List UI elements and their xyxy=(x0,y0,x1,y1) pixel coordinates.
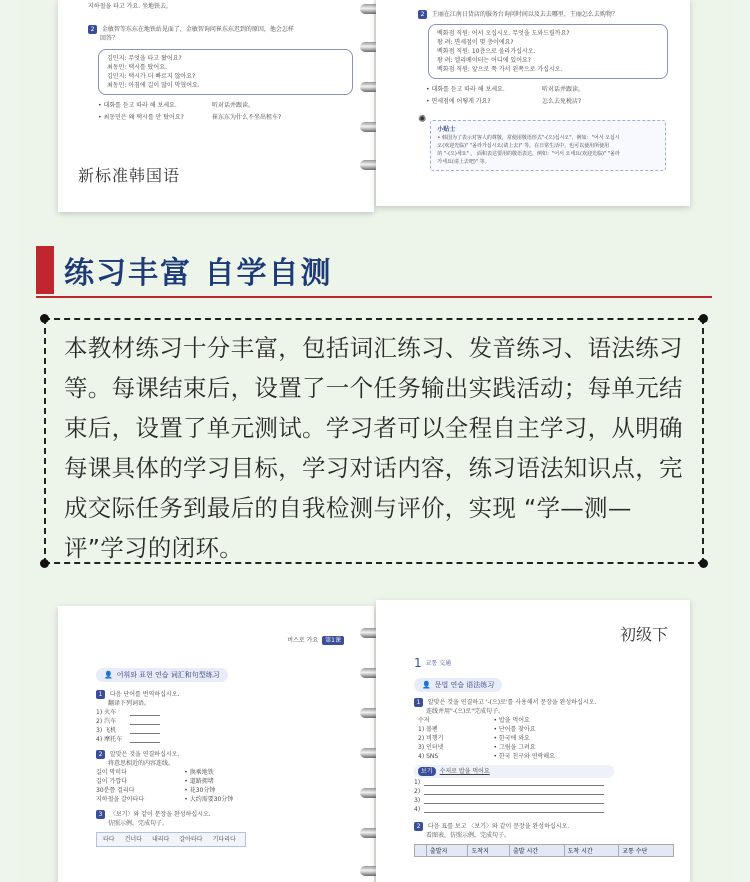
exercise-zh: 将意思相近的内容连线。 xyxy=(108,760,175,767)
dialog-line: 최동민: 택시를 탔어요. xyxy=(107,64,167,71)
bottom-book-spread xyxy=(58,600,690,882)
match-right: • 한국 친구와 연락해요 xyxy=(493,753,555,760)
match-right: • 换乘地铁 xyxy=(184,769,214,776)
example-text: 수저로 밥을 먹어요 xyxy=(439,768,490,775)
exercise-text: 王丽在江南日货店的服务台询问时间以及去去哪里，王丽怎么去购物？ xyxy=(431,11,618,18)
dialog-line: 최동민: 아침에 길이 많이 막혔어요. xyxy=(107,82,200,89)
table-header: 출발 시간 xyxy=(509,845,564,857)
bottom-right-page xyxy=(376,600,690,882)
top-left-page xyxy=(58,0,374,212)
exercise-text: 金敏智等东东在地铁站见面了，金敏智询问崔东东迟到的原因，他会怎样 xyxy=(101,26,294,33)
tip-line: 오(欢迎光临)" "올라가십시오(请上去)" 等。在日常生活中，也可以使用所使用 xyxy=(437,143,610,149)
match-left: 길이 가깝다 xyxy=(96,778,127,785)
word-choice-box xyxy=(96,832,246,847)
exercise-number: 1 xyxy=(96,690,105,699)
match-right: • 한국에 와요 xyxy=(493,735,530,742)
dialog-line: 백화점 직원: 앞으로 쭉 가서 왼쪽으로 가십시오. xyxy=(437,66,563,73)
dialog-line: 왕 려: 엘리베이터는 어디에 있어요? xyxy=(437,57,531,64)
tip-line: • 韩国为了表示对客人的尊敬，常使用敬语形式"-(으)십시오"，例如："어서 오십시 xyxy=(437,135,620,141)
exercise-ko: 〈보기〉와 같이 문장을 완성하십시오. xyxy=(109,811,211,818)
corner-dot xyxy=(699,559,708,568)
vocab-item: 4) 摩托车 xyxy=(96,736,123,743)
dialog-line: 백화점 직원: 10층으로 올라가십시오. xyxy=(437,48,536,55)
question-ko: • 대화를 듣고 따라 해 보세요. xyxy=(98,102,177,109)
corner-dot xyxy=(699,314,708,323)
match-left: 4) SNS xyxy=(418,753,439,760)
exercise-zh: 翻译下列词语。 xyxy=(108,700,151,707)
word-choice: 건너다 xyxy=(124,836,142,843)
dialog-line: 백화점 직원: 어서 오십시오. 무엇을 도와드릴까요? xyxy=(437,30,570,37)
match-left: 지하철을 갈아타다 xyxy=(96,796,145,803)
page-header-tag: 第1课 xyxy=(322,636,344,645)
match-right: • 밥을 먹어요 xyxy=(493,717,530,724)
match-left: 1) 볼펜 xyxy=(418,726,438,733)
exercise-ko: 알맞은 것을 연결하십시오. xyxy=(109,751,180,758)
dialog-box xyxy=(428,24,668,79)
exercise-number: 2 xyxy=(96,750,105,759)
dialog-line: 김민지: 택시가 더 빠르지 않아요? xyxy=(107,73,196,80)
match-left: 3) 인터넷 xyxy=(418,744,444,751)
section-title: 어휘와 표현 연습 词汇和句型练习 xyxy=(116,671,220,679)
heading-underline xyxy=(36,296,712,298)
exercise-ko: 다음 단어를 번역하십시오. xyxy=(109,691,180,698)
exercise-number: 2 xyxy=(414,822,423,831)
tips-box xyxy=(430,120,666,171)
top-right-page xyxy=(376,0,690,206)
answer-line-label: 4) xyxy=(414,806,421,813)
content-frame xyxy=(18,0,732,882)
question-ko: • 대화를 듣고 따라 해 보세요. xyxy=(426,86,505,93)
lesson-tag: 교통 交通 xyxy=(425,659,452,667)
answer-blank xyxy=(130,710,160,716)
word-choice: 기다리다 xyxy=(212,836,236,843)
section-tab xyxy=(414,678,502,692)
match-left: 수저 xyxy=(418,717,430,724)
answer-line xyxy=(424,807,604,813)
question-zh: 听对话并跟读。 xyxy=(542,86,585,93)
answer-blank xyxy=(130,728,160,734)
exercise-ko: 다음 표를 보고 〈보기〉와 같이 문장을 완성하십시오. xyxy=(427,823,570,830)
top-line: 지하철을 타고 가요. 坐地铁去。 xyxy=(88,3,172,10)
dialog-line: 왕 려: 면세점이 몇 층이에요? xyxy=(437,39,514,46)
corner-dot xyxy=(40,559,49,568)
exercise-ko: 알맞은 것을 연결하고 '-(으)로'를 사용해서 문장을 완성하십시오. xyxy=(427,699,597,706)
question-ko: • 최동민은 왜 택시를 안 탔어요? xyxy=(98,114,184,121)
tip-line: 的 "-(으)세요" 。 面积表达要用的敬语表达，例如："어서 오세요(欢迎光临)" "올라 xyxy=(437,151,620,157)
example-label: 보기 xyxy=(418,767,436,776)
table-header: 도착 시간 xyxy=(564,845,619,857)
table-header: 도착지 xyxy=(468,845,510,857)
exercise-text-cont: 回答？ xyxy=(100,35,119,42)
vocab-item: 1) 火车 xyxy=(96,709,117,716)
word-choice: 타다 xyxy=(103,836,115,843)
top-book-spread xyxy=(58,0,690,215)
dialog-line: 김민지: 무엇을 타고 왔어요? xyxy=(107,55,182,62)
answer-blank xyxy=(130,737,160,743)
match-right: • 大约需要30分钟 xyxy=(184,796,234,803)
section-tab xyxy=(96,668,228,682)
vocab-item: 3) 飞机 xyxy=(96,727,117,734)
heading-title: 练习丰富 自学自测 xyxy=(64,256,333,291)
match-right: • 道路拥堵 xyxy=(184,778,214,785)
page-header: 버스로 가요 xyxy=(287,637,319,644)
match-left: 2) 비행기 xyxy=(418,735,444,742)
corner-dot xyxy=(40,314,49,323)
word-choice: 내리다 xyxy=(151,836,170,843)
vocab-item: 2) 汽车 xyxy=(96,718,117,725)
answer-line xyxy=(424,798,604,804)
question-zh: 崔东东为什么不坐出租车? xyxy=(212,114,282,121)
lightbulb-icon: ✺ xyxy=(418,114,427,125)
dialog-box xyxy=(98,49,353,95)
tip-title: 小贴士 xyxy=(437,126,456,133)
match-right: • 花30分钟 xyxy=(184,787,216,794)
match-left: 30분쯤 걸리다 xyxy=(96,787,135,794)
answer-line-label: 2) xyxy=(414,788,421,795)
exercise-zh: 看图表，仿照示例，完成句子。 xyxy=(426,832,511,839)
person-icon: 👤 xyxy=(104,671,113,679)
answer-line xyxy=(424,780,604,786)
example-box xyxy=(414,765,614,778)
section-title: 문법 연습 语法练习 xyxy=(434,681,495,689)
level-label: 初级下 xyxy=(619,625,668,644)
heading-accent-bar xyxy=(36,246,54,294)
schedule-table xyxy=(414,844,674,857)
exercise-number: 2 xyxy=(88,25,97,34)
exercise-number: 3 xyxy=(96,810,105,819)
exercise-number: 1 xyxy=(414,698,423,707)
match-right: • 그림을 그려요 xyxy=(493,744,536,751)
word-choice: 갈아타다 xyxy=(179,836,203,843)
table-header: 출발지 xyxy=(426,845,468,857)
exercise-number: 2 xyxy=(418,10,427,19)
match-right: • 단어를 찾아요 xyxy=(493,726,536,733)
table-header xyxy=(415,845,427,857)
question-ko: • 면세점에 어떻게 가요? xyxy=(426,98,491,105)
question-zh: 怎么去免税店? xyxy=(542,98,582,105)
match-left: 길이 막히다 xyxy=(96,769,127,776)
table-header: 교통 수단 xyxy=(619,845,674,857)
person-icon: 👤 xyxy=(422,681,431,689)
answer-line-label: 1) xyxy=(414,779,421,786)
intro-paragraph: 本教材练习十分丰富，包括词汇练习、发音练习、语法练习等。每课结束后，设置了一个任务输出实践活动；每单元结束后，设置了单元测试。学习者可以全程自主学习，从明确每课具体的学习目标，学习对话内容，练习语法知识点，完成交际任务到最后的自我检测与评价，实现 “学—测—评”学习的闭环。 xyxy=(64,334,683,562)
lesson-number: 1 xyxy=(414,656,422,670)
bottom-left-page xyxy=(58,606,374,882)
book-title: 新标准韩国语 xyxy=(78,166,181,185)
answer-line-label: 3) xyxy=(414,797,421,804)
section-heading xyxy=(36,246,712,298)
answer-blank xyxy=(130,719,160,725)
exercise-zh: 仿照示例，完成句子。 xyxy=(108,820,169,827)
intro-text-box xyxy=(44,318,704,564)
exercise-zh: 连线并用"-(으)로"完成句子。 xyxy=(426,708,504,715)
answer-line xyxy=(424,789,604,795)
tip-line: 가세요(请上去吧)" 等。 xyxy=(437,159,490,165)
question-zh: 听对话并跟读。 xyxy=(212,102,255,109)
